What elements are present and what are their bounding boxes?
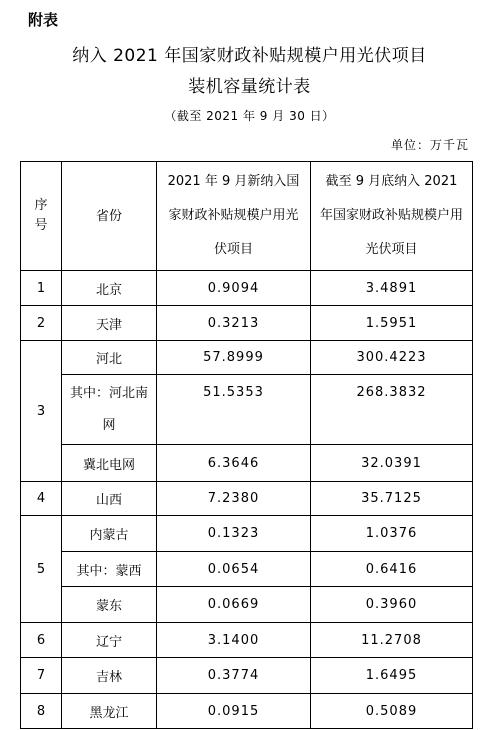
province-cell: 冀北电网 — [62, 445, 157, 482]
total-value-cell: 11.2708 — [311, 623, 473, 658]
table-row — [21, 482, 473, 516]
table-row — [21, 694, 473, 729]
header-province: 省份 — [62, 162, 157, 271]
total-value-cell: 0.6416 — [311, 552, 473, 587]
total-value-cell: 35.7125 — [311, 482, 473, 516]
new-value-cell: 3.1400 — [157, 623, 311, 658]
total-value-cell: 1.0376 — [311, 516, 473, 552]
seq-cell: 7 — [21, 658, 62, 694]
new-value-cell: 51.5353 — [157, 375, 311, 445]
new-value-cell: 0.0654 — [157, 552, 311, 587]
province-cell: 其中：河北南网 — [62, 375, 157, 445]
province-cell: 河北 — [62, 341, 157, 375]
seq-cell: 1 — [21, 271, 62, 306]
total-value-cell: 1.5951 — [311, 306, 473, 341]
province-cell: 吉林 — [62, 658, 157, 694]
seq-cell: 2 — [21, 306, 62, 341]
document-title-line1: 纳入 2021 年国家财政补贴规模户用光伏项目 — [72, 46, 427, 66]
table-row — [21, 341, 473, 375]
province-cell: 天津 — [62, 306, 157, 341]
table-row — [21, 623, 473, 658]
new-value-cell: 0.3213 — [157, 306, 311, 341]
total-value-cell: 0.5089 — [311, 694, 473, 729]
total-value-cell: 268.3832 — [311, 375, 473, 445]
total-value-cell: 300.4223 — [311, 341, 473, 375]
province-cell: 山西 — [62, 482, 157, 516]
unit-note: 单位：万千瓦 — [390, 138, 469, 152]
province-cell: 辽宁 — [62, 623, 157, 658]
new-value-cell: 0.1323 — [157, 516, 311, 552]
new-value-cell: 57.8999 — [157, 341, 311, 375]
province-cell: 黑龙江 — [62, 694, 157, 729]
table-row — [21, 445, 473, 482]
new-value-cell: 0.9094 — [157, 271, 311, 306]
table-row — [21, 552, 473, 587]
province-cell: 蒙东 — [62, 587, 157, 623]
date-note: （截至 2021 年 9 月 30 日） — [164, 109, 335, 123]
province-cell: 北京 — [62, 271, 157, 306]
new-value-cell: 0.3774 — [157, 658, 311, 694]
total-value-cell: 0.3960 — [311, 587, 473, 623]
new-value-cell: 0.0669 — [157, 587, 311, 623]
new-value-cell: 7.2380 — [157, 482, 311, 516]
table-row — [21, 306, 473, 341]
seq-cell: 3 — [21, 341, 62, 482]
table-row — [21, 516, 473, 552]
header-cumulative: 截至 9 月底纳入 2021 年国家财政补贴规模户用光伏项目 — [311, 162, 473, 271]
new-value-cell: 6.3646 — [157, 445, 311, 482]
seq-cell: 4 — [21, 482, 62, 516]
seq-cell: 6 — [21, 623, 62, 658]
total-value-cell: 1.6495 — [311, 658, 473, 694]
province-cell: 内蒙古 — [62, 516, 157, 552]
table-row — [21, 658, 473, 694]
province-cell: 其中：蒙西 — [62, 552, 157, 587]
appendix-label: 附表 — [28, 11, 59, 29]
table-header-row — [21, 162, 473, 271]
table-row — [21, 271, 473, 306]
new-value-cell: 0.0915 — [157, 694, 311, 729]
header-new-sep: 2021 年 9 月新纳入国家财政补贴规模户用光伏项目 — [157, 162, 311, 271]
total-value-cell: 3.4891 — [311, 271, 473, 306]
table-row — [21, 375, 473, 445]
header-seq: 序号 — [21, 162, 62, 271]
capacity-table — [20, 161, 473, 729]
total-value-cell: 32.0391 — [311, 445, 473, 482]
document-title-line2: 装机容量统计表 — [188, 77, 311, 97]
seq-cell: 8 — [21, 694, 62, 729]
table-row — [21, 587, 473, 623]
seq-cell: 5 — [21, 516, 62, 623]
